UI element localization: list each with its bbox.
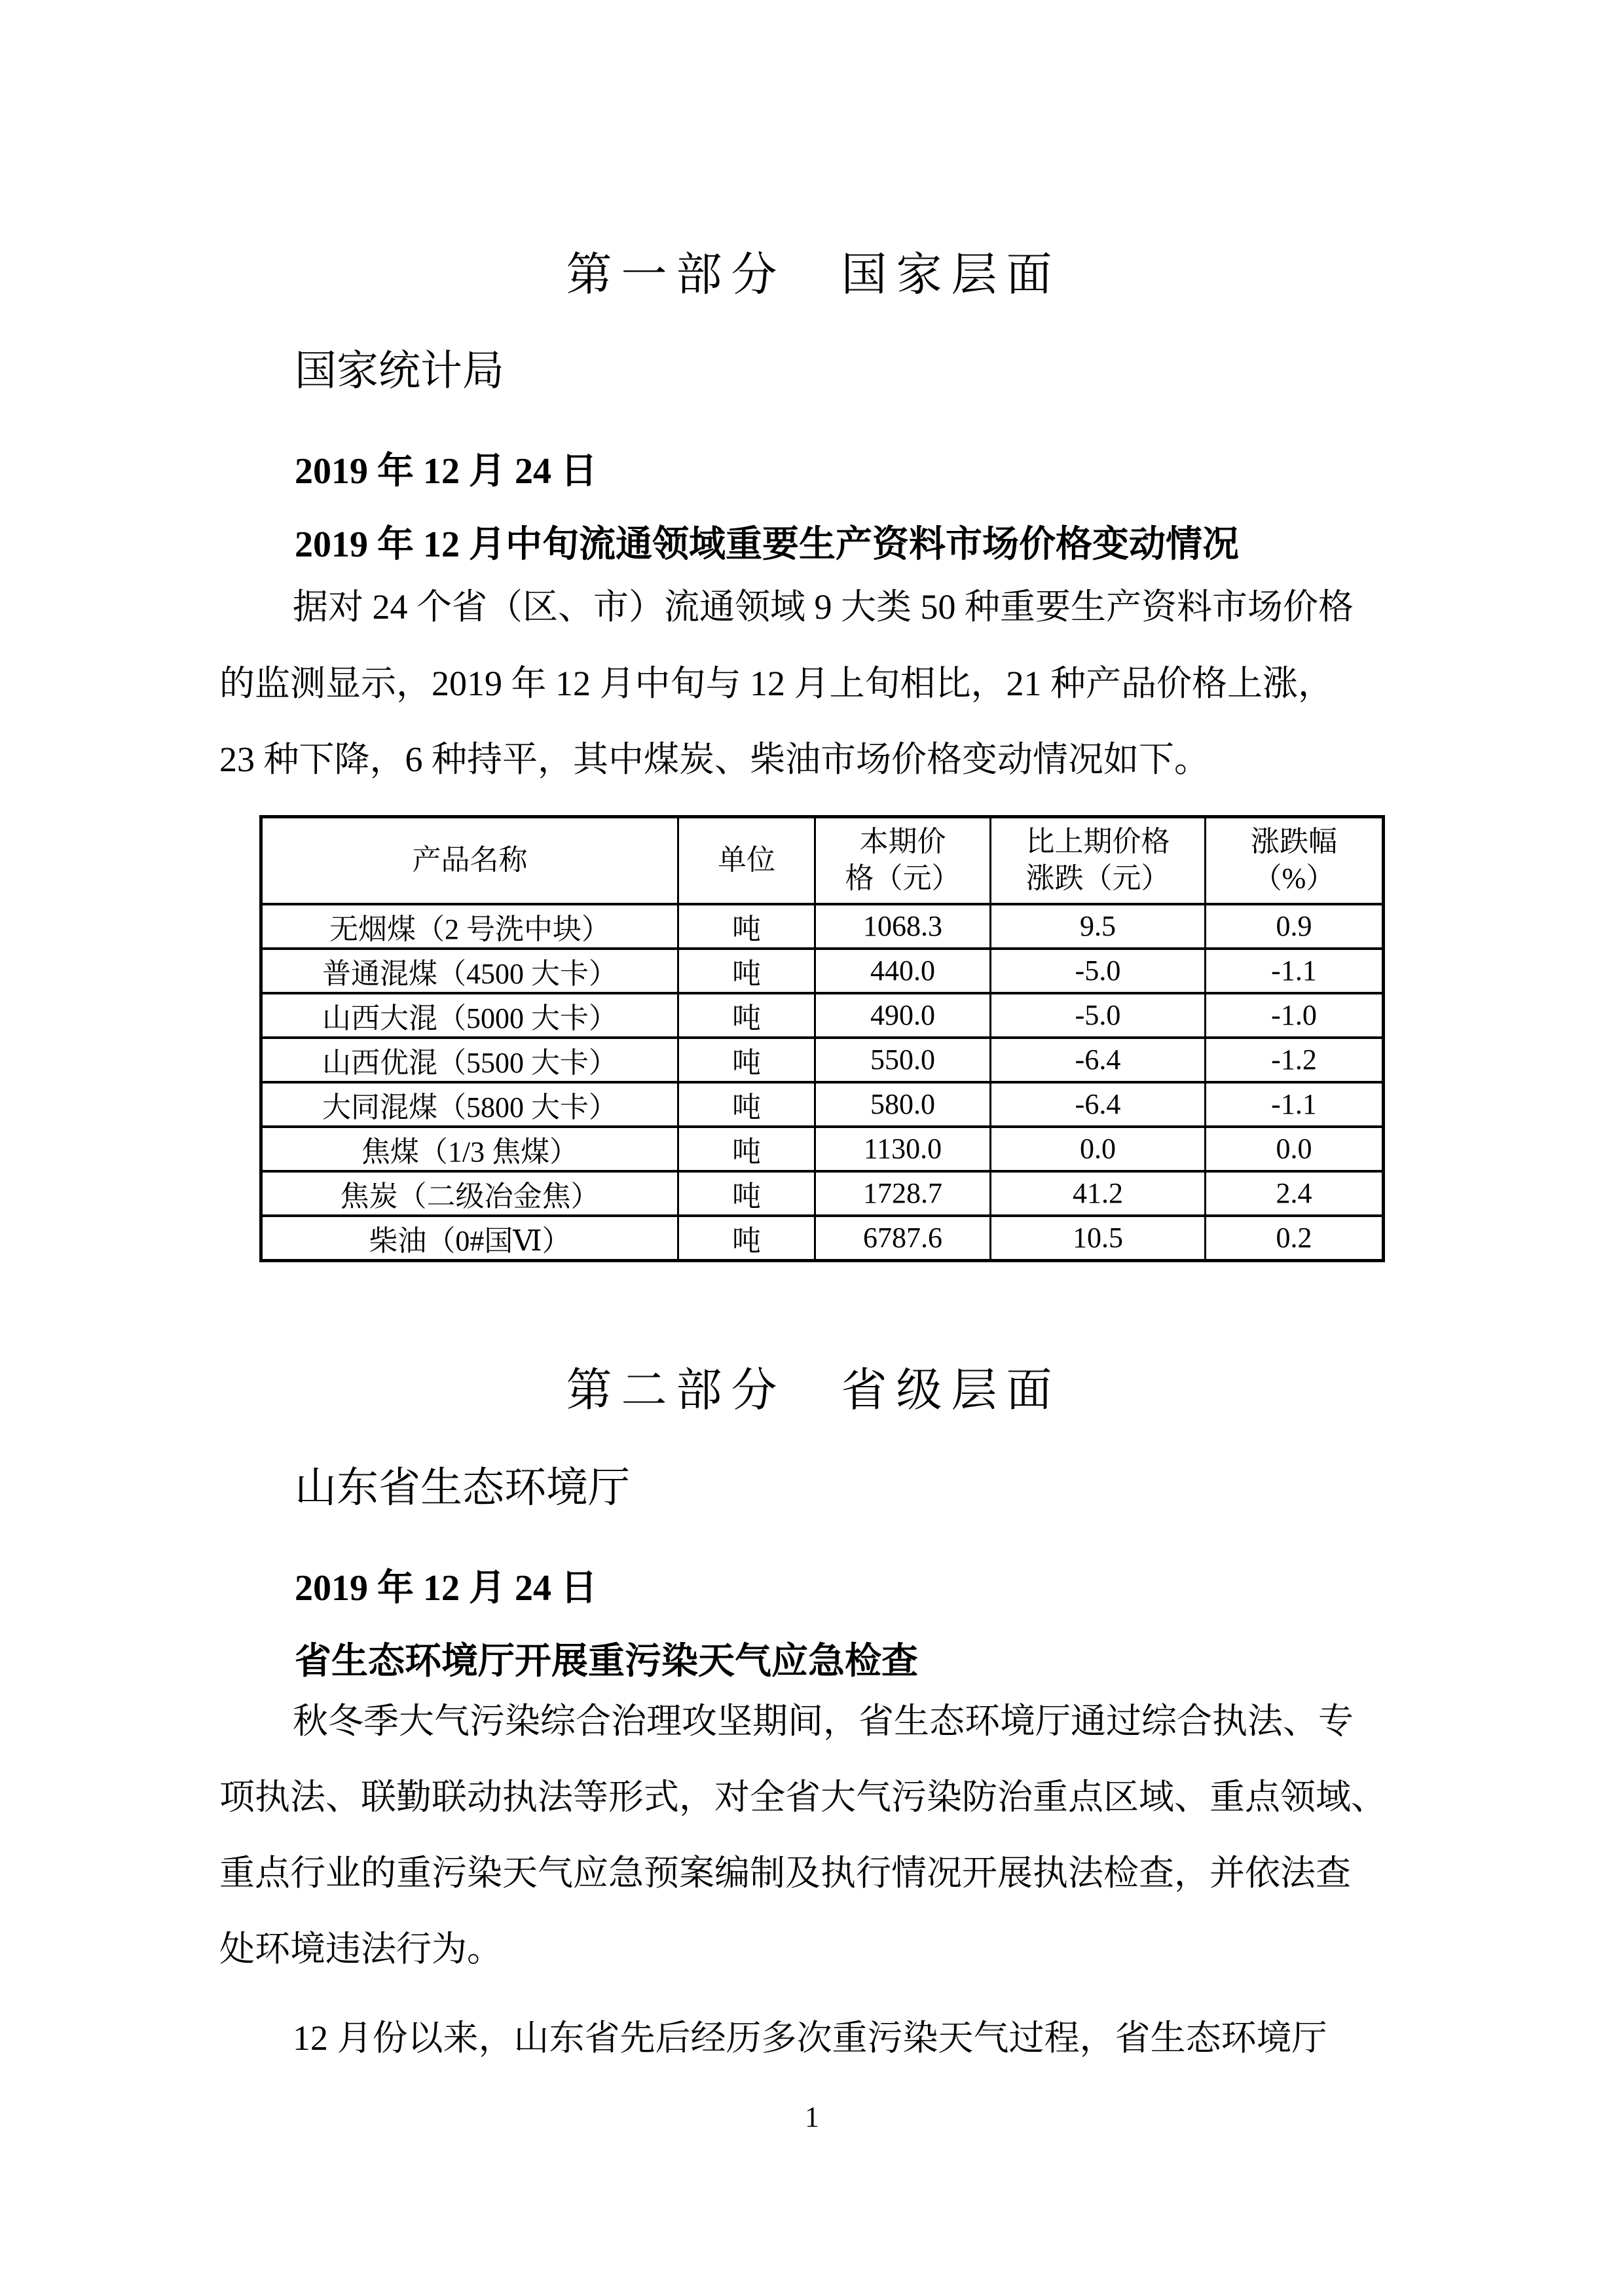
part1-paragraph-line: 的监测显示，2019 年 12 月中旬与 12 月上旬相比，21 种产品价格上涨， <box>219 664 1333 703</box>
cell-product: 山西大混（5000 大卡） <box>261 993 678 1038</box>
cell-pct: 0.2 <box>1206 1216 1384 1261</box>
part2-paragraph2-line: 12 月份以来，山东省先后经历多次重污染天气过程，省生态环境厅 <box>293 2018 1327 2058</box>
cell-unit: 吨 <box>678 949 815 993</box>
cell-unit: 吨 <box>678 1038 815 1082</box>
cell-pct: -1.2 <box>1206 1038 1384 1082</box>
cell-change: -5.0 <box>991 949 1206 993</box>
cell-product: 山西优混（5500 大卡） <box>261 1038 678 1082</box>
part2-paragraph-line: 重点行业的重污染天气应急预案编制及执行情况开展执法检查，并依法查 <box>219 1853 1351 1893</box>
part1-paragraph-line: 据对 24 个省（区、市）流通领域 9 大类 50 种重要生产资料市场价格 <box>293 587 1354 627</box>
col-header-change <box>991 817 1206 904</box>
part1-headline: 2019 年 12 月中旬流通领域重要生产资料市场价格变动情况 <box>295 524 1239 565</box>
cell-price: 490.0 <box>815 993 991 1038</box>
cell-change: -5.0 <box>991 993 1206 1038</box>
table-row <box>261 1038 1384 1082</box>
price-table <box>259 815 1385 1262</box>
col-header-product <box>261 817 678 904</box>
cell-price: 1130.0 <box>815 1127 991 1171</box>
table-row <box>261 949 1384 993</box>
part2-paragraph-line: 处环境违法行为。 <box>219 1929 502 1969</box>
price-table-header-row <box>261 817 1384 904</box>
part2-section-title: 第二部分 省级层面 <box>566 1366 1061 1416</box>
cell-pct: -1.1 <box>1206 1082 1384 1127</box>
cell-price: 1728.7 <box>815 1171 991 1216</box>
col-header-text: 格（元） <box>845 862 961 895</box>
part2-paragraph-line: 秋冬季大气污染综合治理攻坚期间，省生态环境厅通过综合执法、专 <box>293 1702 1354 1741</box>
cell-product: 焦煤（1/3 焦煤） <box>261 1127 678 1171</box>
table-row <box>261 1216 1384 1261</box>
col-header-text: 涨跌幅 <box>1251 826 1337 858</box>
cell-product: 普通混煤（4500 大卡） <box>261 949 678 993</box>
table-row <box>261 904 1384 949</box>
cell-product: 焦炭（二级冶金焦） <box>261 1171 678 1216</box>
col-header-text: （%） <box>1253 862 1335 895</box>
part1-date: 2019 年 12 月 24 日 <box>295 451 597 492</box>
cell-unit: 吨 <box>678 1216 815 1261</box>
cell-change: 9.5 <box>991 904 1206 949</box>
cell-price: 6787.6 <box>815 1216 991 1261</box>
part2-paragraph-line: 项执法、联勤联动执法等形式，对全省大气污染防治重点区域、重点领域、 <box>219 1777 1386 1817</box>
cell-price: 580.0 <box>815 1082 991 1127</box>
cell-pct: -1.1 <box>1206 949 1384 993</box>
cell-change: 10.5 <box>991 1216 1206 1261</box>
cell-pct: 0.0 <box>1206 1127 1384 1171</box>
cell-change: 0.0 <box>991 1127 1206 1171</box>
cell-price: 550.0 <box>815 1038 991 1082</box>
col-header-price <box>815 817 991 904</box>
cell-pct: 0.9 <box>1206 904 1384 949</box>
cell-unit: 吨 <box>678 904 815 949</box>
cell-product: 柴油（0#国Ⅵ） <box>261 1216 678 1261</box>
col-header-text: 本期价 <box>859 826 946 858</box>
col-header-text: 比上期价格 <box>1025 826 1170 858</box>
cell-product: 大同混煤（5800 大卡） <box>261 1082 678 1127</box>
cell-change: 41.2 <box>991 1171 1206 1216</box>
part2-date: 2019 年 12 月 24 日 <box>295 1568 597 1609</box>
cell-price: 1068.3 <box>815 904 991 949</box>
table-row <box>261 1082 1384 1127</box>
table-row <box>261 993 1384 1038</box>
cell-unit: 吨 <box>678 993 815 1038</box>
cell-pct: -1.0 <box>1206 993 1384 1038</box>
part2-org-name: 山东省生态环境厅 <box>295 1465 630 1511</box>
part2-headline: 省生态环境厅开展重污染天气应急检查 <box>295 1641 918 1682</box>
cell-change: -6.4 <box>991 1082 1206 1127</box>
col-header-text: 产品名称 <box>412 844 528 877</box>
cell-change: -6.4 <box>991 1038 1206 1082</box>
col-header-unit <box>678 817 815 904</box>
table-row <box>261 1127 1384 1171</box>
cell-price: 440.0 <box>815 949 991 993</box>
cell-unit: 吨 <box>678 1127 815 1171</box>
col-header-text: 涨跌（元） <box>1025 862 1170 895</box>
part1-paragraph-line: 23 种下降，6 种持平，其中煤炭、柴油市场价格变动情况如下。 <box>219 740 1209 779</box>
part1-section-title: 第一部分 国家层面 <box>566 250 1061 301</box>
page-number: 1 <box>805 2101 819 2133</box>
table-row <box>261 1171 1384 1216</box>
cell-unit: 吨 <box>678 1171 815 1216</box>
cell-pct: 2.4 <box>1206 1171 1384 1216</box>
cell-product: 无烟煤（2 号洗中块） <box>261 904 678 949</box>
part1-org-name: 国家统计局 <box>295 348 504 394</box>
cell-unit: 吨 <box>678 1082 815 1127</box>
col-header-text: 单位 <box>718 844 775 877</box>
col-header-pct <box>1206 817 1384 904</box>
